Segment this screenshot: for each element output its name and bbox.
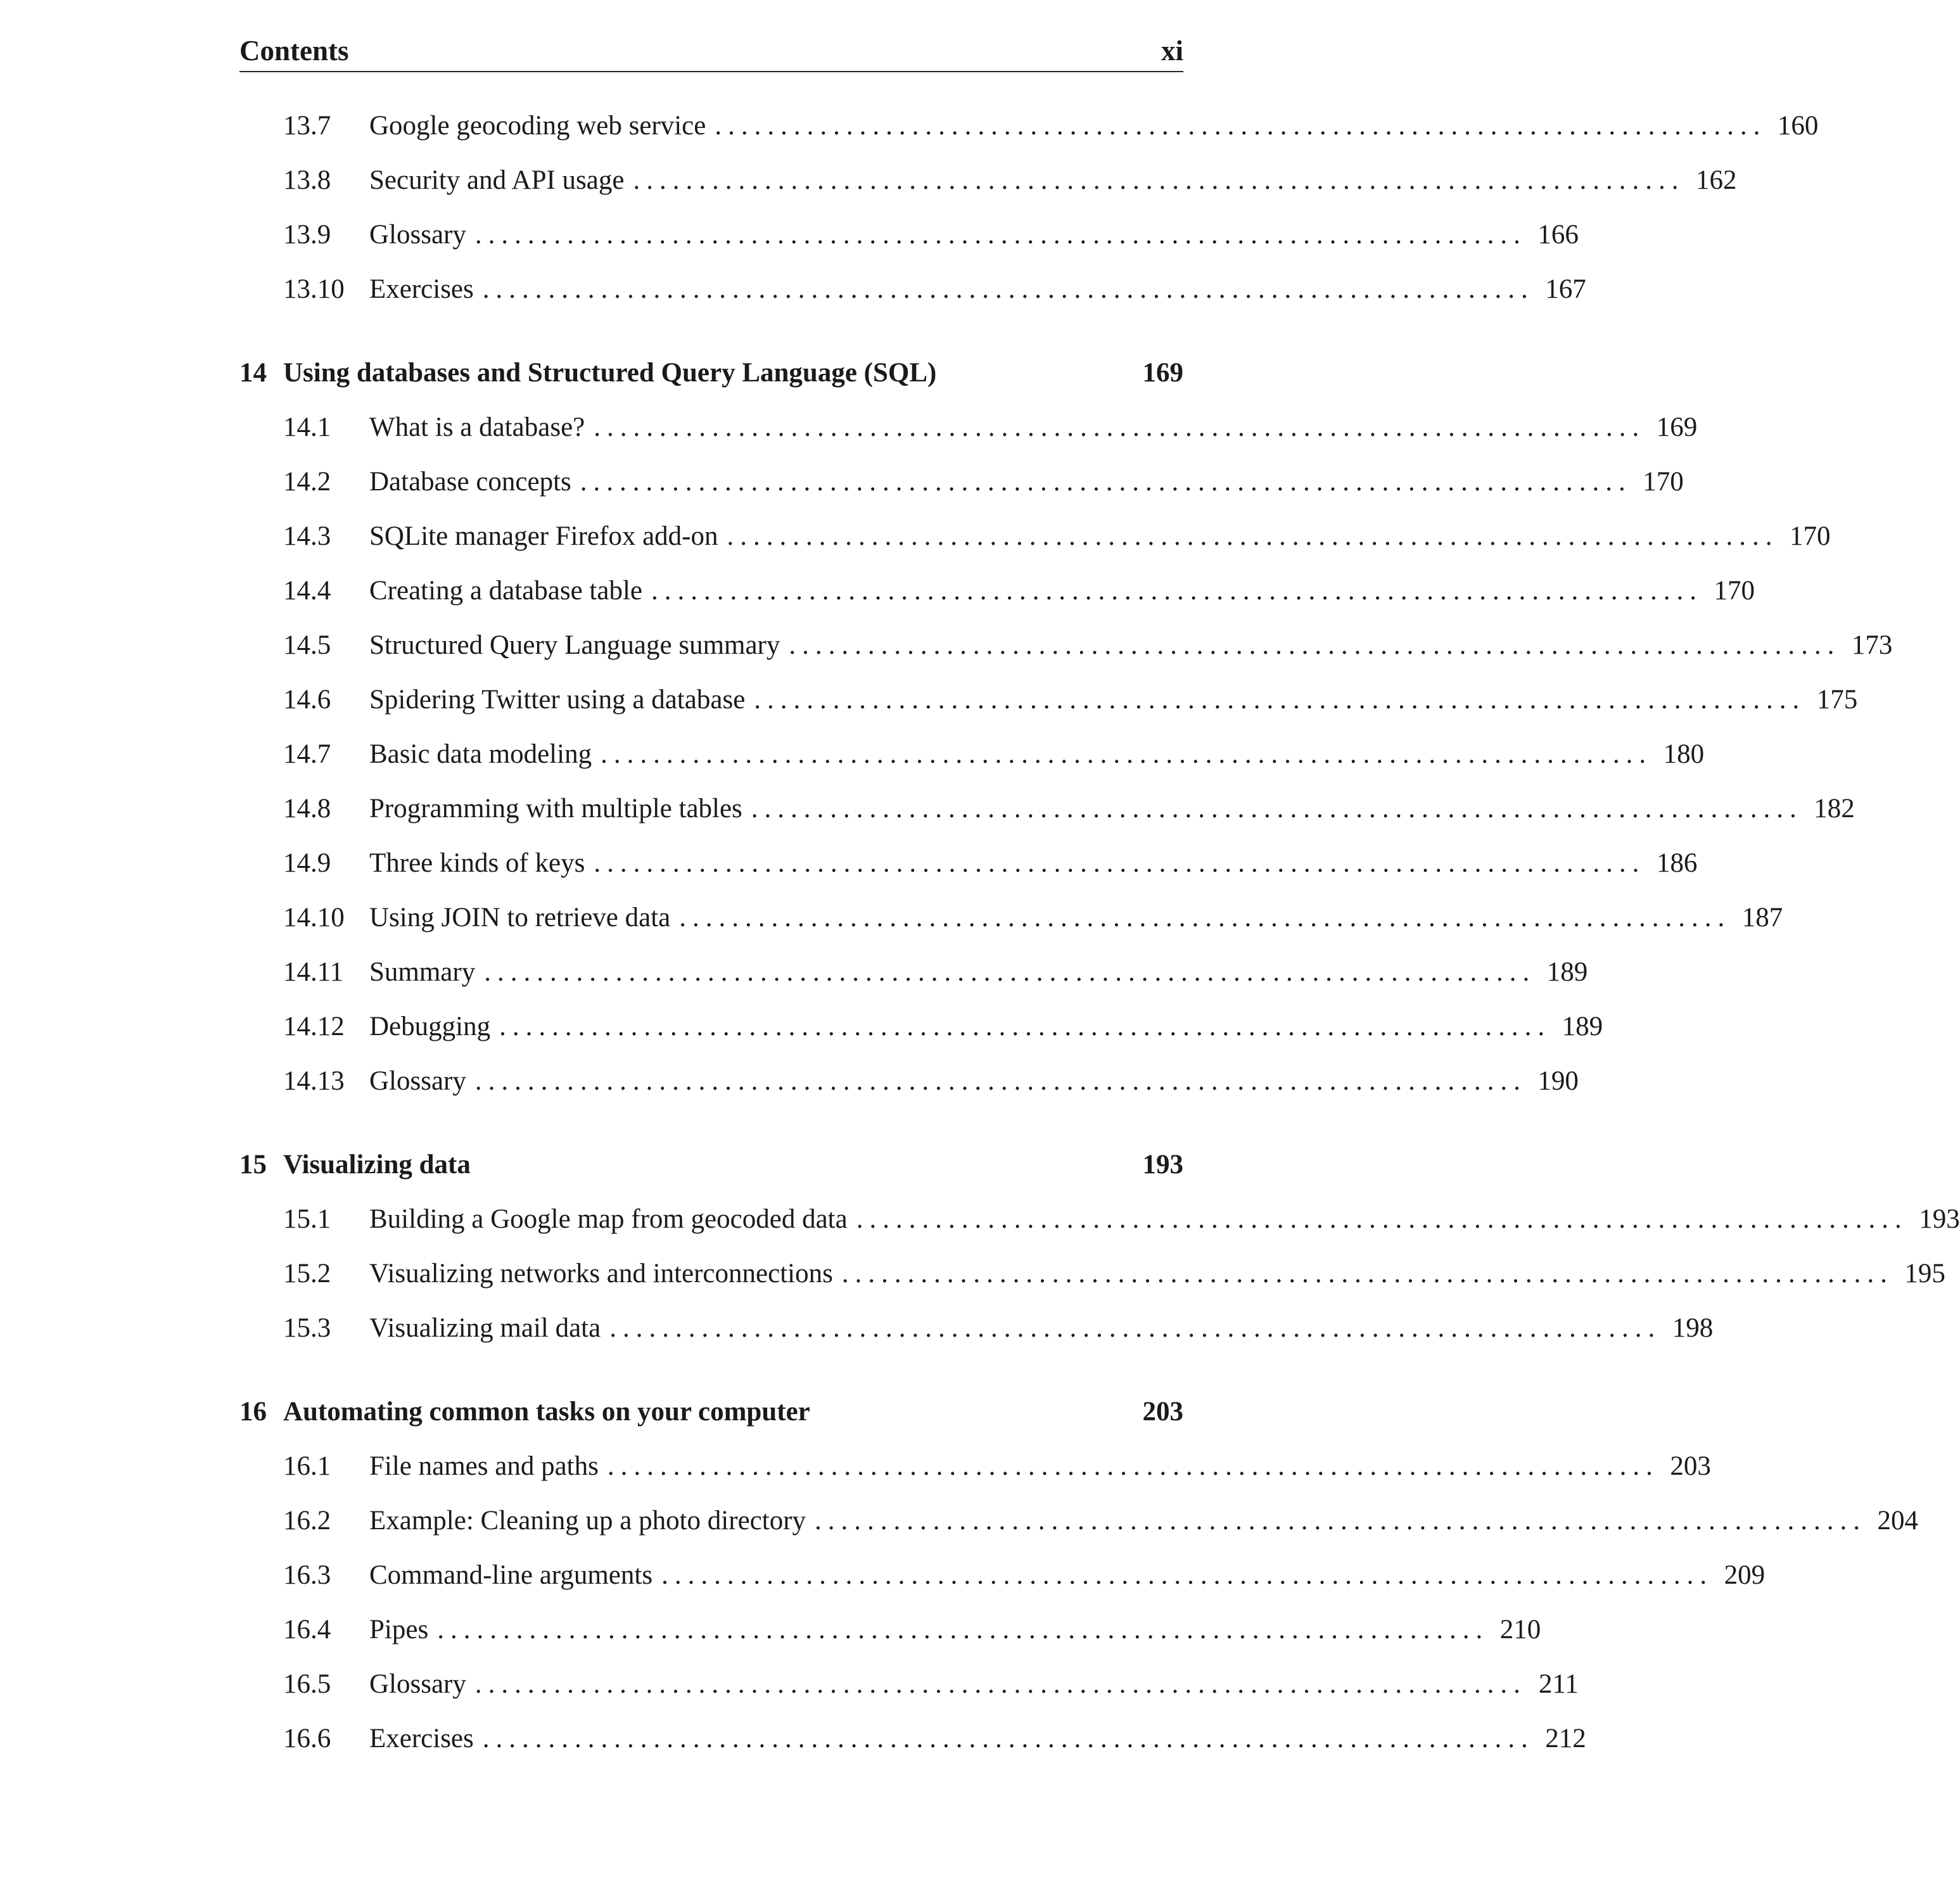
section-number: 14.1 bbox=[283, 412, 331, 442]
chapter-page-number[interactable]: 169 bbox=[1142, 358, 1183, 388]
section-title[interactable]: Glossary bbox=[369, 220, 466, 250]
section-title[interactable]: Programming with multiple tables bbox=[369, 794, 742, 824]
section-title[interactable]: Basic data modeling bbox=[369, 739, 592, 769]
dot-leader: ................................................................................ bbox=[856, 1204, 1908, 1234]
section-title[interactable]: Database concepts bbox=[369, 467, 571, 497]
dot-leader: ................................................................................ bbox=[484, 957, 1536, 987]
section-title[interactable]: Summary bbox=[369, 957, 476, 987]
section-title[interactable]: Glossary bbox=[369, 1066, 466, 1096]
dot-leader: ................................................................................ bbox=[727, 521, 1779, 551]
section-title[interactable]: Google geocoding web service bbox=[369, 111, 706, 141]
dot-leader: ................................................................................ bbox=[679, 903, 1731, 932]
section-page-number[interactable]: 170 bbox=[1714, 576, 1755, 606]
chapter-number: 14 bbox=[239, 358, 267, 388]
section-page-number[interactable]: 211 bbox=[1538, 1669, 1579, 1699]
section-title[interactable]: Building a Google map from geocoded data bbox=[369, 1204, 848, 1234]
toc-section-entry[interactable] bbox=[239, 1657, 1579, 1712]
toc-section-entry[interactable] bbox=[239, 400, 1698, 455]
toc-section-entry[interactable] bbox=[239, 564, 1755, 618]
section-number: 14.8 bbox=[283, 794, 331, 824]
section-page-number[interactable]: 175 bbox=[1816, 685, 1858, 715]
section-number: 14.13 bbox=[283, 1066, 345, 1096]
toc-section-entry[interactable] bbox=[239, 509, 1831, 564]
toc-section-entry[interactable] bbox=[239, 153, 1737, 208]
dot-leader: ................................................................................ bbox=[715, 111, 1767, 141]
section-number: 15.3 bbox=[283, 1313, 331, 1343]
section-title[interactable]: Command-line arguments bbox=[369, 1560, 653, 1590]
section-page-number[interactable]: 169 bbox=[1656, 412, 1698, 442]
section-title[interactable]: Three kinds of keys bbox=[369, 848, 585, 878]
section-title[interactable]: Glossary bbox=[369, 1669, 466, 1699]
chapter-title[interactable]: Using databases and Structured Query Language (SQL) bbox=[283, 358, 937, 388]
section-number: 14.12 bbox=[283, 1012, 345, 1041]
toc-section-entry[interactable] bbox=[239, 1548, 1766, 1603]
toc-section-entry[interactable] bbox=[239, 727, 1705, 782]
dot-leader: ................................................................................ bbox=[789, 630, 1841, 660]
section-number: 14.10 bbox=[283, 903, 345, 932]
dot-leader: ................................................................................ bbox=[594, 412, 1646, 442]
section-number: 13.8 bbox=[283, 165, 331, 195]
section-number: 14.5 bbox=[283, 630, 331, 660]
dot-leader: ................................................................................ bbox=[594, 848, 1646, 878]
section-page-number[interactable]: 198 bbox=[1672, 1313, 1714, 1343]
toc-section-entry[interactable] bbox=[239, 1054, 1579, 1109]
section-page-number[interactable]: 170 bbox=[1643, 467, 1684, 497]
section-number: 14.4 bbox=[283, 576, 331, 606]
toc-section-entry[interactable] bbox=[239, 1712, 1586, 1766]
dot-leader: ................................................................................ bbox=[661, 1560, 1714, 1590]
dot-leader: ................................................................................ bbox=[815, 1506, 1867, 1536]
section-number: 13.7 bbox=[283, 111, 331, 141]
section-title[interactable]: Using JOIN to retrieve data bbox=[369, 903, 671, 932]
toc-section-entry[interactable] bbox=[239, 1494, 1919, 1548]
section-page-number[interactable]: 204 bbox=[1877, 1506, 1919, 1536]
toc-section-entry[interactable] bbox=[239, 945, 1588, 1000]
toc-section-entry[interactable] bbox=[239, 782, 1855, 836]
section-title[interactable]: Structured Query Language summary bbox=[369, 630, 780, 660]
dot-leader: ................................................................................ bbox=[482, 1724, 1534, 1753]
chapter-title[interactable]: Visualizing data bbox=[283, 1150, 471, 1180]
toc-section-entry[interactable] bbox=[239, 836, 1698, 891]
toc-section-entry[interactable] bbox=[239, 1247, 1945, 1301]
section-title[interactable]: Pipes bbox=[369, 1615, 429, 1645]
section-page-number[interactable]: 167 bbox=[1545, 274, 1586, 304]
section-page-number[interactable]: 190 bbox=[1537, 1066, 1579, 1096]
section-title[interactable]: SQLite manager Firefox add-on bbox=[369, 521, 718, 551]
section-number: 16.2 bbox=[283, 1506, 331, 1536]
dot-leader: ................................................................................ bbox=[482, 274, 1534, 304]
section-page-number[interactable]: 186 bbox=[1656, 848, 1698, 878]
section-number: 15.1 bbox=[283, 1204, 331, 1234]
toc-section-entry[interactable] bbox=[239, 1000, 1603, 1054]
chapter-page-number[interactable]: 203 bbox=[1142, 1397, 1183, 1427]
section-number: 13.10 bbox=[283, 274, 345, 304]
toc-section-entry[interactable] bbox=[239, 208, 1579, 262]
section-page-number[interactable]: 195 bbox=[1904, 1259, 1945, 1288]
section-number: 15.2 bbox=[283, 1259, 331, 1288]
section-number: 14.6 bbox=[283, 685, 331, 715]
section-title[interactable]: Exercises bbox=[369, 274, 474, 304]
dot-leader: ................................................................................ bbox=[633, 165, 1685, 195]
toc-section-entry[interactable] bbox=[239, 1192, 1960, 1247]
section-title[interactable]: Example: Cleaning up a photo directory bbox=[369, 1506, 806, 1536]
section-title[interactable]: Visualizing mail data bbox=[369, 1313, 601, 1343]
chapter-page-number[interactable]: 193 bbox=[1142, 1150, 1183, 1180]
section-page-number[interactable]: 212 bbox=[1545, 1724, 1586, 1753]
section-page-number[interactable]: 170 bbox=[1789, 521, 1831, 551]
dot-leader: ................................................................................ bbox=[607, 1451, 1659, 1481]
toc-section-entry[interactable] bbox=[239, 455, 1684, 509]
dot-leader: ................................................................................ bbox=[609, 1313, 1662, 1343]
chapter-title[interactable]: Automating common tasks on your computer bbox=[283, 1397, 810, 1427]
section-title[interactable]: Creating a database table bbox=[369, 576, 642, 606]
section-number: 16.6 bbox=[283, 1724, 331, 1753]
toc-section-entry[interactable] bbox=[239, 1603, 1541, 1657]
dot-leader: ................................................................................ bbox=[754, 685, 1806, 715]
toc-section-entry[interactable] bbox=[239, 262, 1586, 317]
chapter-number: 15 bbox=[239, 1150, 267, 1180]
section-number: 14.9 bbox=[283, 848, 331, 878]
section-title[interactable]: Debugging bbox=[369, 1012, 491, 1041]
section-number: 14.3 bbox=[283, 521, 331, 551]
dot-leader: ................................................................................ bbox=[474, 1669, 1527, 1699]
dot-leader: ................................................................................ bbox=[751, 794, 1803, 824]
section-page-number[interactable]: 193 bbox=[1919, 1204, 1960, 1234]
dot-leader: ................................................................................ bbox=[474, 1066, 1527, 1096]
section-page-number[interactable]: 182 bbox=[1814, 794, 1855, 824]
section-title[interactable]: File names and paths bbox=[369, 1451, 599, 1481]
section-page-number[interactable]: 187 bbox=[1741, 903, 1783, 932]
dot-leader: ................................................................................ bbox=[651, 576, 1703, 606]
dot-leader: ................................................................................ bbox=[580, 467, 1632, 497]
table-of-contents bbox=[239, 99, 1960, 1766]
section-page-number[interactable]: 189 bbox=[1546, 957, 1588, 987]
section-page-number[interactable]: 162 bbox=[1695, 165, 1737, 195]
section-page-number[interactable]: 209 bbox=[1724, 1560, 1766, 1590]
section-page-number[interactable]: 210 bbox=[1499, 1615, 1541, 1645]
dot-leader: ................................................................................ bbox=[841, 1259, 1893, 1288]
toc-section-entry[interactable] bbox=[239, 1301, 1714, 1356]
section-page-number[interactable]: 203 bbox=[1670, 1451, 1711, 1481]
section-number: 16.1 bbox=[283, 1451, 331, 1481]
section-number: 14.7 bbox=[283, 739, 331, 769]
toc-section-entry[interactable] bbox=[239, 99, 1819, 153]
section-page-number[interactable]: 166 bbox=[1537, 220, 1579, 250]
section-title[interactable]: What is a database? bbox=[369, 412, 585, 442]
section-page-number[interactable]: 173 bbox=[1851, 630, 1893, 660]
toc-chapter-entry[interactable] bbox=[239, 1138, 1183, 1192]
toc-section-entry[interactable] bbox=[239, 618, 1893, 673]
section-page-number[interactable]: 160 bbox=[1777, 111, 1819, 141]
dot-leader: ................................................................................ bbox=[474, 220, 1527, 250]
section-title[interactable]: Security and API usage bbox=[369, 165, 625, 195]
section-title[interactable]: Spidering Twitter using a database bbox=[369, 685, 746, 715]
toc-section-entry[interactable] bbox=[239, 1439, 1711, 1494]
section-title[interactable]: Exercises bbox=[369, 1724, 474, 1753]
toc-section-entry[interactable] bbox=[239, 891, 1783, 945]
running-head-page-number: xi bbox=[1161, 35, 1183, 67]
section-number: 14.2 bbox=[283, 467, 331, 497]
section-number: 14.11 bbox=[283, 957, 344, 987]
section-title[interactable]: Visualizing networks and interconnections bbox=[369, 1259, 833, 1288]
running-head-title: Contents bbox=[239, 35, 349, 67]
section-page-number[interactable]: 180 bbox=[1663, 739, 1705, 769]
toc-chapter-entry[interactable] bbox=[239, 346, 1183, 400]
dot-leader: ................................................................................ bbox=[601, 739, 1653, 769]
running-head bbox=[239, 30, 1183, 72]
chapter-number: 16 bbox=[239, 1397, 267, 1427]
section-number: 13.9 bbox=[283, 220, 331, 250]
section-number: 16.4 bbox=[283, 1615, 331, 1645]
toc-section-entry[interactable] bbox=[239, 673, 1858, 727]
section-number: 16.3 bbox=[283, 1560, 331, 1590]
dot-leader: ................................................................................ bbox=[499, 1012, 1551, 1041]
section-number: 16.5 bbox=[283, 1669, 331, 1699]
toc-chapter-entry[interactable] bbox=[239, 1385, 1183, 1439]
dot-leader: ................................................................................ bbox=[437, 1615, 1489, 1645]
section-page-number[interactable]: 189 bbox=[1562, 1012, 1603, 1041]
